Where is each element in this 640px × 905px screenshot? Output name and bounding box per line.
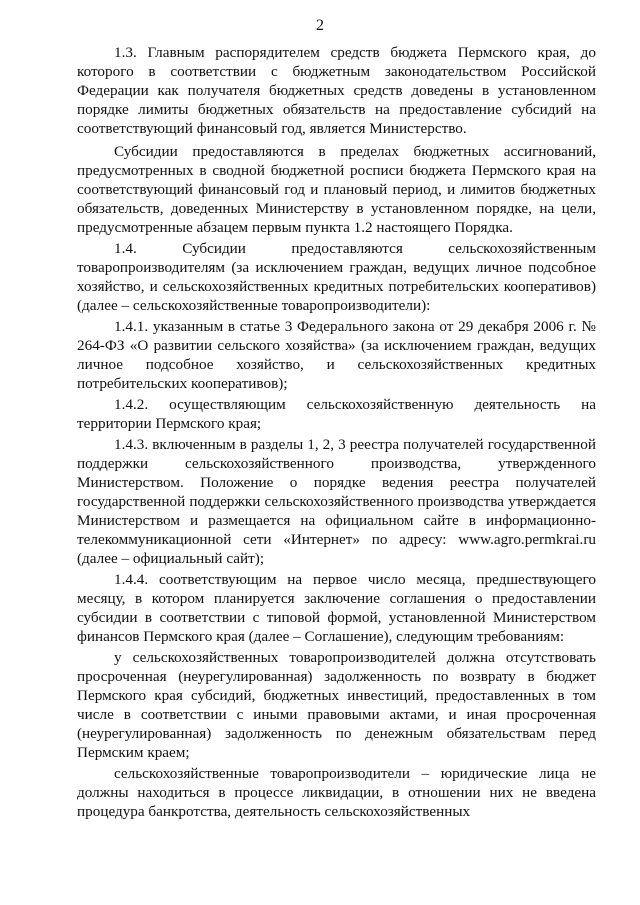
paragraph-no-debt-requirement: у сельскохозяйственных товаропроизводителей должна отсутствовать просроченная (неурегулированная) задолженность по возврату в бюджет Пермского края субсидий, бюджетных инвестиций, предоставленных в том числе в соответствии с иными правовыми актами, и иная просроченная (неурегулированная) задолженность по денежным обязательствам перед Пермским краем;	[77, 649, 596, 761]
paragraph-1-4-3: 1.4.3. включенным в разделы 1, 2, 3 реестра получателей государственной поддержки сельскохозяйственного производства, утвержденного Министерством. Положение о порядке ведения реестра получателей государственной поддержки сельскохозяйственного производства утверждается Министерством и размещается на официальном сайте в информационно-телекоммуникационной сети «Интернет» по адресу: www.agro.permkrai.ru (далее – официальный сайт);	[77, 436, 596, 567]
document-body	[77, 43, 596, 821]
paragraph-1-3: 1.3. Главным распорядителем средств бюджета Пермского края, до которого в соответствии с бюджетным законодательством Российской Федерации как получателя бюджетных средств доведены в установленном порядке лимиты бюджетных обязательств на предоставление субсидий на соответствующий финансовый год, является Министерство.	[77, 44, 596, 137]
page-number: 2	[316, 17, 324, 34]
paragraph-1-4-4: 1.4.4. соответствующим на первое число месяца, предшествующего месяцу, в котором планируется заключение соглашения о предоставлении субсидии в соответствии с типовой формой, установленной Министерством финансов Пермского края (далее – Соглашение), следующим требованиям:	[77, 571, 596, 645]
paragraph-subsidies-limits: Субсидии предоставляются в пределах бюджетных ассигнований, предусмотренных в сводной бюджетной росписи бюджета Пермского края на соответствующий финансовый год и плановый период, и лимитов бюджетных обязательств, доведенных Министерству в установленном порядке, на цели, предусмотренные абзацем первым пункта 1.2 настоящего Порядка.	[77, 143, 596, 236]
paragraph-no-liquidation-requirement: сельскохозяйственные товаропроизводители – юридические лица не должны находиться в процессе ликвидации, в отношении них не введена процедура банкротства, деятельность сельскохозяйственных	[77, 765, 596, 820]
paragraph-1-4-1: 1.4.1. указанным в статье 3 Федерального закона от 29 декабря 2006 г. № 264-ФЗ «О развитии сельского хозяйства» (за исключением граждан, ведущих личное подсобное хозяйство, и сельскохозяйственных кредитных потребительских кооперативов);	[77, 318, 596, 392]
paragraph-1-4: 1.4. Субсидии предоставляются сельскохозяйственным товаропроизводителям (за исключением граждан, ведущих личное подсобное хозяйство, и сельскохозяйственных кредитных потребительских кооперативов) (далее – сельскохозяйственные товаропроизводители):	[77, 240, 596, 314]
paragraph-1-4-2: 1.4.2. осуществляющим сельскохозяйственную деятельность на территории Пермского края;	[77, 396, 596, 432]
